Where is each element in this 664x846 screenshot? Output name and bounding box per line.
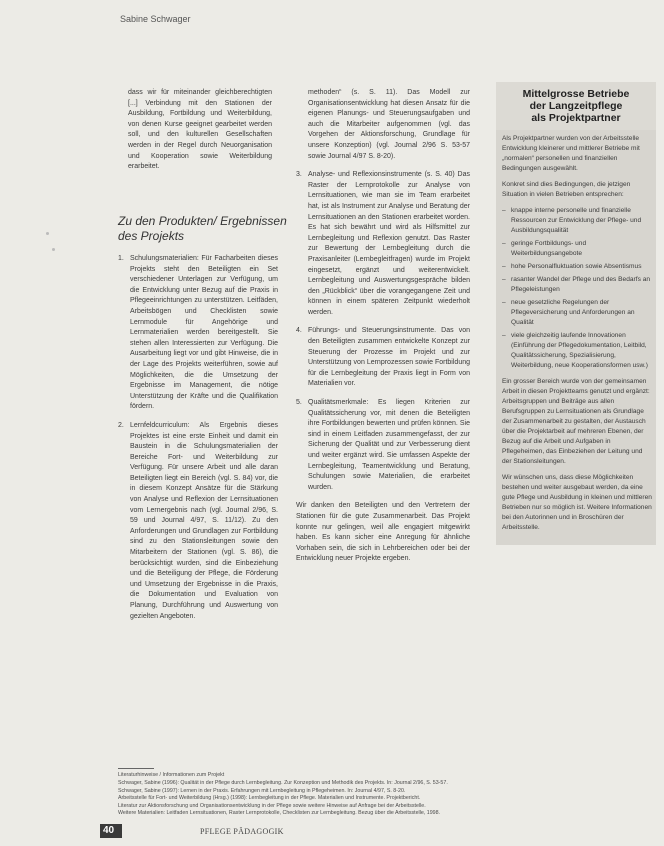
sidebar-body (496, 130, 656, 545)
list-item-number: 2. (118, 421, 124, 429)
list-item-text: Analyse- und Reflexionsinstrumente (s. S. 40) Das Raster der Lernprotokolle zur Analyse von Lernsituationen, wie man sie im Team erarbeitet hat, ist als Instrument zur Analyse und Beratung der Lernsituationen an den Stationen erarbeitet worden. Es hat sich bewährt und wird als Hilfsmittel zur Lernbegleitung und Reflexion genutzt. Das Raster zur Bewertung der Lernbegleitung durch die Praxisanleiter (Lernbegleitfragen) wurde im Projekt eingesetzt, ergänzt und weiterentwickelt. Lernbegleitung und Auswertungsgespräche bilden den „Rückblick“ über die vorangegangene Zeit und können in einem späteren Zeitpunkt wiederholt werden. (308, 171, 470, 316)
list-item-number: 5. (296, 399, 302, 407)
list-item-number: 3. (296, 171, 302, 179)
footnote-line: Literatur zur Aktionsforschung und Organisationsentwicklung in der Pflege sowie weitere Hinweise auf Anfrage bei der Arbeitsstelle. (118, 802, 426, 809)
list-item (296, 398, 470, 493)
sidebar-paragraph: Konkret sind dies Bedingungen, die jetzigen Situation in vielen Betrieben entsprechen: (502, 181, 631, 198)
footnote-line: Schwager, Sabine (1996): Qualität in der Pflege durch Lernbegleitung. Zur Konzeption und Methodik des Projekts. In: Journal 2/96, S. 53-57. (118, 780, 448, 787)
sidebar-list-item: – geringe Fortbildungs- und Weiterbildungsangebote (502, 239, 652, 259)
sidebar-title-line: als Projektpartner (531, 112, 621, 124)
list-item-text: Lernfeldcurriculum: Als Ergebnis dieses Projektes ist eine erste Einheit und damit ein Baustein in die Schulungsmaterialien der Bereiche Fort- und Weiterbildung zur Verfügung. Für unsere Arbeit und alle daran Beteiligten liegt ein Bereich (vgl. S. 84) vor, die in diesem Konzept Ansätze für die Stärkung von Analyse und Reflexion der Lernsituationen vom Lernergebnis nach (vgl. Journal 2/96, S. 59 und Journal 4/97, S. 11/12). Zu den Anforderungen und Grundlagen zur Fortbildung sind zu den Stationsleitungen sowie den Mitarbeitern der Stationen (vgl. S. 86), die berücksichtigt wurden, sind die Einbeziehung und die Beteiligung der Pflege, die Förderung und Umsetzung der Ergebnisse in die Praxis, die Dokumentation und Evaluation von Planung, Durchführung und Auswertung von gezielten Angeboten. (130, 421, 278, 620)
list-item (296, 170, 470, 318)
sidebar-paragraph: Wir wünschen uns, dass diese Möglichkeiten bestehen und weiter ausgebaut werden, da eine gute Pflege und Ausbildung in kleinen und mittleren Betrieben nur so möglich ist. Weitere Informationen bei den Autorinnen und in Broschüren der Arbeitsstelle. (502, 474, 652, 531)
sidebar-list-item: – knappe interne personelle und finanzielle Ressourcen zur Entwicklung der Pflege- und Ausbildungsqualität (502, 206, 652, 236)
list-item-number: 1. (118, 255, 124, 262)
list-item (118, 421, 278, 622)
sidebar-paragraph: Als Projektpartner wurden von der Arbeitsstelle Entwicklung kleinerer und mittlerer Betriebe mit „normalen“ personellen und finanziellen Bedingungen ausgewählt. (502, 135, 640, 172)
list-item (296, 88, 470, 162)
footnote-rule (118, 768, 154, 769)
margin-speck (46, 232, 49, 235)
list-item-text: Schulungsmaterialien: Für Facharbeiten dieses Projekts steht den Beteiligten ein Set verschiedener Unterlagen zur Verfügung, um die Entwicklung unter Bezug auf die Praxis in Pflegeeinrichtungen zu unterstützen. Leitfäden, Arbeitsbögen und Checklisten sowie Lernmodule für Angehörige und Lernmaterialien werden bereitgestellt. Sie stehen allen Interessierten zur Verfügung. Die Ausarbeitung liegt vor und gibt Hinweise, die in der Lage des Projekts weiterführen, sowie auf Möglichkeiten, die die Umsetzung der Ergebnisse im Management, die nötige Unterstützung der Kräfte und die Qualifikation fördern. (130, 255, 278, 411)
sidebar-title-line: der Langzeitpflege (529, 100, 623, 112)
list-item-text: Qualitätsmerkmale: Es liegen Kriterien zur Qualitätssicherung vor, mit denen die Beteiligten ihre Fortbildungen bewerten und prüfen können. Sie sind in einem Leitfaden zusammengefasst, der zur Sicherung der Qualität und zur Verbesserung dient und weiter ergänzt wird. Sie umfassen Aspekte der Lernbegleitung, Teamentwicklung und Beratung, Schulungen sowie Materialien, die erarbeitet wurden. (308, 399, 470, 491)
results-list (118, 254, 278, 622)
footnote-line: Arbeitsstelle für Fort- und Weiterbildung (Hrsg.) (1998): Lernbegleitung in der Pflege. Materialien und Instrumente. Projektbericht. (118, 795, 421, 802)
column-2 (296, 88, 470, 571)
footnotes-lines (118, 780, 658, 817)
margin-speck (52, 248, 55, 251)
sidebar-title-line: Mittelgrosse Betriebe (522, 88, 630, 100)
list-item-text: methoden“ (s. S. 11). Das Modell zur Organisationsentwicklung hat diesen Ansatz für die eigenen Planungs- und Steuerungsaufgaben und auch die Mitarbeiter aufgenommen (vgl. das Vorgehen der Aktionsforschung, Grundlage für unsere Konzeption) (vgl. Journal 2/96 S. 53-57 sowie Journal 4/97 S. 8-20). (308, 89, 470, 160)
section-heading: Zu den Produkten/ Ergebnissen des Projekts (118, 214, 287, 243)
sidebar-title (496, 82, 656, 130)
intro-text: dass wir für miteinander gleichberechtigten [...] Verbindung mit den Stationen der Ausbildung, Fortbildung und Weiterbildung, von denen Kurse geeignet gearbeitet werden soll, und den kulturellen Gesellschaften werden in der Regel durch Neuorganisation und Kooperation sowie Weiterbildung erarbeitet. (128, 89, 272, 171)
closing-paragraph: Wir danken den Beteiligten und den Vertretern der Stationen für die gute Zusammenarbeit. Das Projekt konnte nur gelingen, weil alle engagiert mitgewirkt haben. Es kann sicher eine Anregung für ähnliche Vorhaben sein, die sich in Lehrbereichen oder bei der Entwicklung neuer Projekte ergeben. (296, 502, 470, 563)
list-item-number: 4. (296, 327, 302, 335)
sidebar-box (496, 82, 656, 545)
sidebar-list-item: – hohe Personalfluktuation sowie Absentismus (502, 262, 652, 272)
sidebar-list-item: – viele gleichzeitig laufende Innovationen (Einführung der Pflegedokumentation, Leitbild, Qualitätssicherung, Spezialisierung, Weiterbildung, neue Kooperationsformen usw.) (502, 331, 652, 371)
sidebar-list-item: – neue gesetzliche Regelungen der Pflegeversicherung und Anforderungen an Qualität (502, 298, 652, 328)
sidebar-paragraph: Ein grosser Bereich wurde von der gemeinsamen Arbeit in diesen Projektteams genutzt und ergänzt: Arbeitsgruppen und Beiträge aus allen Berufsgruppen zu Lernsituationen als Grundlage der Zusammenarbeit zu gestalten, der Austausch über die Projektarbeit auf mehreren Ebenen, der Bezug auf die Arbeit und Aufgaben in Pflegeheimen, das Einbeziehen der Leitung und der Stationsleitungen. (502, 378, 650, 465)
list-item (296, 326, 470, 390)
sidebar-list-item: – rasanter Wandel der Pflege und des Bedarfs an Pflegeleistungen (502, 275, 652, 295)
footnote-line: Weitere Materialien: Leitfaden Lernsituationen, Raster Lernprotokolle, Checklisten zur Lernbegleitung. Bezug über die Arbeitsstelle, 1998. (118, 810, 441, 817)
running-header-author: Sabine Schwager (120, 14, 191, 24)
sidebar-list (502, 206, 652, 371)
footnotes-title: Literaturhinweise / Informationen zum Projekt (118, 772, 225, 778)
page-number: 40 (103, 825, 115, 836)
footer-journal-name: PFLEGE PÄDAGOGIK (200, 827, 284, 836)
column-1-list (118, 254, 278, 630)
footnote-line: Schwager, Sabine (1997): Lernen in der Praxis. Erfahrungen mit Lernbegleitung in Pflegeheimen. In: Journal 4/97, S. 8-20. (118, 787, 406, 794)
intro-paragraph (128, 88, 272, 179)
list-item (118, 254, 278, 413)
list-item-text: Führungs- und Steuerungsinstrumente. Das von den Beteiligten zusammen entwickelte Konzept zur Steuerung der Prozesse im Projekt und zur Unterstützung von Lernprozessen sowie Fortbildung für die Lernbegleitung der Praxis liegt in Form von Materialien vor. (308, 327, 470, 388)
footnotes (118, 772, 658, 817)
results-list-continued (296, 88, 470, 493)
